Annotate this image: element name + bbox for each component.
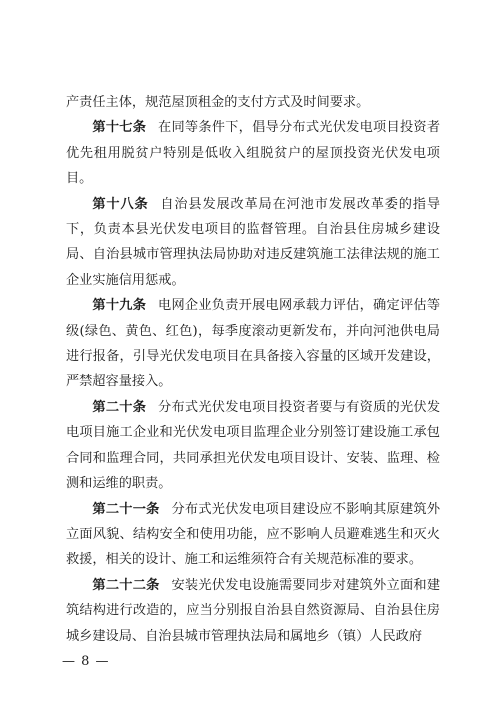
- article-number: 第二十一条: [92, 501, 160, 517]
- article-21: [66, 497, 440, 573]
- article-18: [66, 192, 440, 294]
- paragraph-text: 自治县发展改革局在河池市发展改革委的指导下，负责本县光伏发电项目的监督管理。自治县住房城乡建设局、自治县城市管理执法局协助对违反建筑施工法律法规的施工企业实施信用惩戒。: [66, 196, 441, 288]
- paragraph-text: 分布式光伏发电项目投资者要与有资质的光伏发电项目施工企业和光伏发电项目监理企业分别签订建设施工承包合同和监理合同，共同承担光伏发电项目设计、安装、监理、检测和运维的职责。: [66, 399, 441, 492]
- article-number: 第二十条: [92, 399, 147, 415]
- document-body: [66, 90, 440, 649]
- article-number: 第十八条: [92, 196, 149, 212]
- paragraph-continued: [66, 90, 440, 115]
- article-number: 第十九条: [92, 298, 147, 314]
- paragraph-text: 产责任主体，规范屋顶租金的支付方式及时间要求。: [66, 95, 370, 110]
- paragraph-text: 电网企业负责开展电网承载力评估，确定评估等级(绿色、黄色、红色)，每季度滚动更新发布，并向河池供电局进行报备，引导光伏发电项目在具备接入容量的区域开发建设，严禁超容量接入。: [66, 298, 441, 390]
- page-number: — 8 —: [62, 654, 110, 669]
- article-number: 第二十二条: [92, 577, 160, 593]
- paragraph-text: 安装光伏发电设施需要同步对建筑外立面和建筑结构进行改造的，应当分别报自治县自然资源局、自治县住房城乡建设局、自治县城市管理执法局和属地乡（镇）人民政府: [66, 577, 441, 644]
- article-22: [66, 573, 440, 649]
- article-19: [66, 293, 440, 395]
- article-number: 第十七条: [92, 120, 147, 136]
- article-17: [66, 115, 440, 191]
- paragraph-text: 在同等条件下，倡导分布式光伏发电项目投资者优先租用脱贫户特别是低收入组脱贫户的屋顶投资光伏发电项目。: [66, 120, 441, 187]
- paragraph-text: 分布式光伏发电项目建设应不影响其原建筑外立面风貌、结构安全和使用功能，应不影响人员避难逃生和灭火救援，相关的设计、施工和运维须符合有关规范标准的要求。: [66, 501, 441, 568]
- article-20: [66, 395, 440, 497]
